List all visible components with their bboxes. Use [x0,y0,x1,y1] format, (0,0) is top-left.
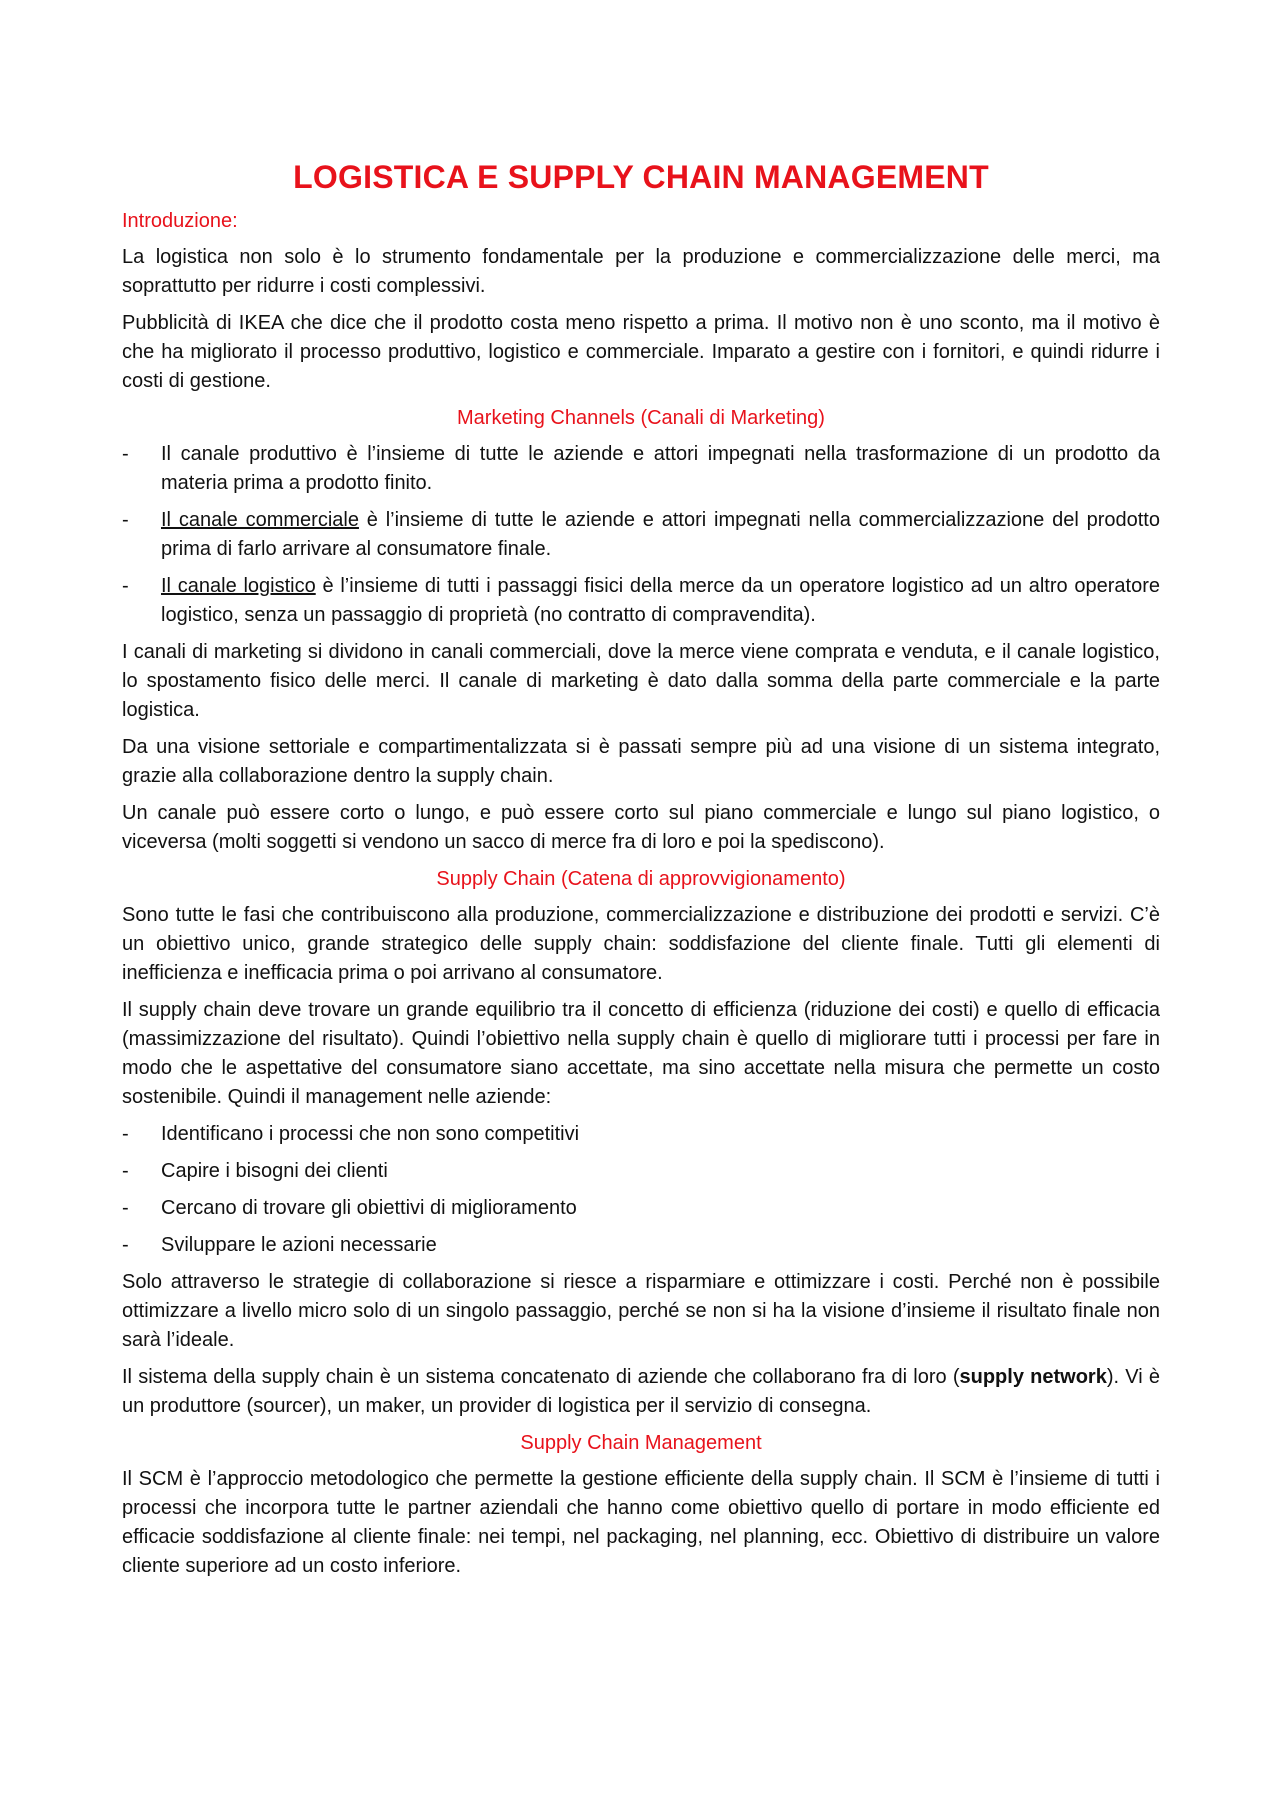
dash-bullet: - [122,443,129,465]
marketing-paragraph-2: Da una visione settoriale e compartimentalizzata si è passati sempre più ad una visione di un sistema integrato, grazie alla collaborazione dentro la supply chain. [122,736,1160,787]
supply-chain-paragraph-1: Sono tutte le fasi che contribuiscono alla produzione, commercializzazione e distribuzione dei prodotti e servizi. C’è un obiettivo unico, grande strategico delle supply chain: soddisfazione del cliente finale. Tutti gli elementi di inefficienza e inefficacia prima o poi arrivano al consumatore. [122,904,1160,984]
document-page [122,150,1160,1589]
management-actions-list [122,1120,1160,1260]
scm-heading: Supply Chain Management [520,1432,762,1454]
paragraph-text: ). Vi è un produttore (sourcer), un maker, un provider di logistica per il servizio di consegna. [122,1366,1160,1417]
list-item [122,440,1160,498]
scm-paragraph-1: Il SCM è l’approccio metodologico che permette la gestione efficiente della supply chain. Il SCM è l’insieme di tutti i processi che incorpora tutte le partner aziendali che hanno come obiettivo quello di portare in modo efficiente ed efficacie soddisfazione al cliente finale: nei tempi, nel packaging, nel planning, ecc. Obiettivo di distribuire un valore cliente superiore ad un costo inferiore. [122,1468,1160,1577]
dash-bullet: - [122,575,129,597]
list-item [122,506,1160,564]
list-item-text: Sviluppare le azioni necessarie [161,1234,437,1256]
underlined-term: Il canale logistico [161,575,316,597]
supply-chain-paragraph-4 [122,1363,1160,1421]
intro-paragraph-1: La logistica non solo è lo strumento fondamentale per la produzione e commercializzazione delle merci, ma soprattutto per ridurre i costi complessivi. [122,246,1160,297]
underlined-term: Il canale commerciale [161,509,359,531]
supply-chain-paragraph-3: Solo attraverso le strategie di collaborazione si riesce a risparmiare e ottimizzare i costi. Perché non è possibile ottimizzare a livello micro solo di un singolo passaggio, perché se non si ha la visione d’insieme il risultato finale non sarà l’ideale. [122,1271,1160,1351]
dash-bullet: - [122,509,129,531]
list-item [122,1231,1160,1260]
list-item-text: è l’insieme di tutte le aziende e attori impegnati nella commercializzazione del prodotto prima di farlo arrivare al consumatore finale. [161,509,1160,560]
list-item-text: Cercano di trovare gli obiettivi di miglioramento [161,1197,577,1219]
intro-label: Introduzione: [122,210,238,232]
document-title: LOGISTICA E SUPPLY CHAIN MANAGEMENT [293,159,989,195]
list-item [122,1120,1160,1149]
marketing-paragraph-3: Un canale può essere corto o lungo, e può essere corto sul piano commerciale e lungo sul piano logistico, o viceversa (molti soggetti si vendono un sacco di merce fra di loro e poi la spediscono). [122,802,1160,853]
supply-chain-paragraph-2: Il supply chain deve trovare un grande equilibrio tra il concetto di efficienza (riduzione dei costi) e quello di efficacia (massimizzazione del risultato). Quindi l’obiettivo nella supply chain è quello di migliorare tutti i processi per fare in modo che le aspettative del consumatore siano accettate, ma sino accettate nella misura che permette un costo sostenibile. Quindi il management nelle aziende: [122,999,1160,1108]
marketing-channels-list [122,440,1160,630]
list-item-text: Identificano i processi che non sono competitivi [161,1123,580,1145]
supply-chain-heading: Supply Chain (Catena di approvvigionamento) [436,868,846,890]
dash-bullet: - [122,1160,129,1182]
list-item-text: Capire i bisogni dei clienti [161,1160,388,1182]
marketing-paragraph-1: I canali di marketing si dividono in canali commerciali, dove la merce viene comprata e venduta, e il canale logistico, lo spostamento fisico delle merci. Il canale di marketing è dato dalla somma della parte commerciale e la parte logistica. [122,641,1160,721]
paragraph-text: Il sistema della supply chain è un sistema concatenato di aziende che collaborano fra di loro ( [122,1366,960,1388]
list-item-text: Il canale produttivo è l’insieme di tutte le aziende e attori impegnati nella trasformazione di un prodotto da materia prima a prodotto finito. [161,443,1160,494]
list-item-text: è l’insieme di tutti i passaggi fisici della merce da un operatore logistico ad un altro operatore logistico, senza un passaggio di proprietà (no contratto di compravendita). [161,575,1160,626]
list-item [122,1157,1160,1186]
marketing-channels-heading: Marketing Channels (Canali di Marketing) [457,407,825,429]
bold-term: supply network [959,1366,1107,1388]
dash-bullet: - [122,1234,129,1256]
list-item [122,572,1160,630]
list-item [122,1194,1160,1223]
dash-bullet: - [122,1123,129,1145]
dash-bullet: - [122,1197,129,1219]
intro-paragraph-2: Pubblicità di IKEA che dice che il prodotto costa meno rispetto a prima. Il motivo non è uno sconto, ma il motivo è che ha migliorato il processo produttivo, logistico e commerciale. Imparato a gestire con i fornitori, e quindi ridurre i costi di gestione. [122,312,1160,392]
